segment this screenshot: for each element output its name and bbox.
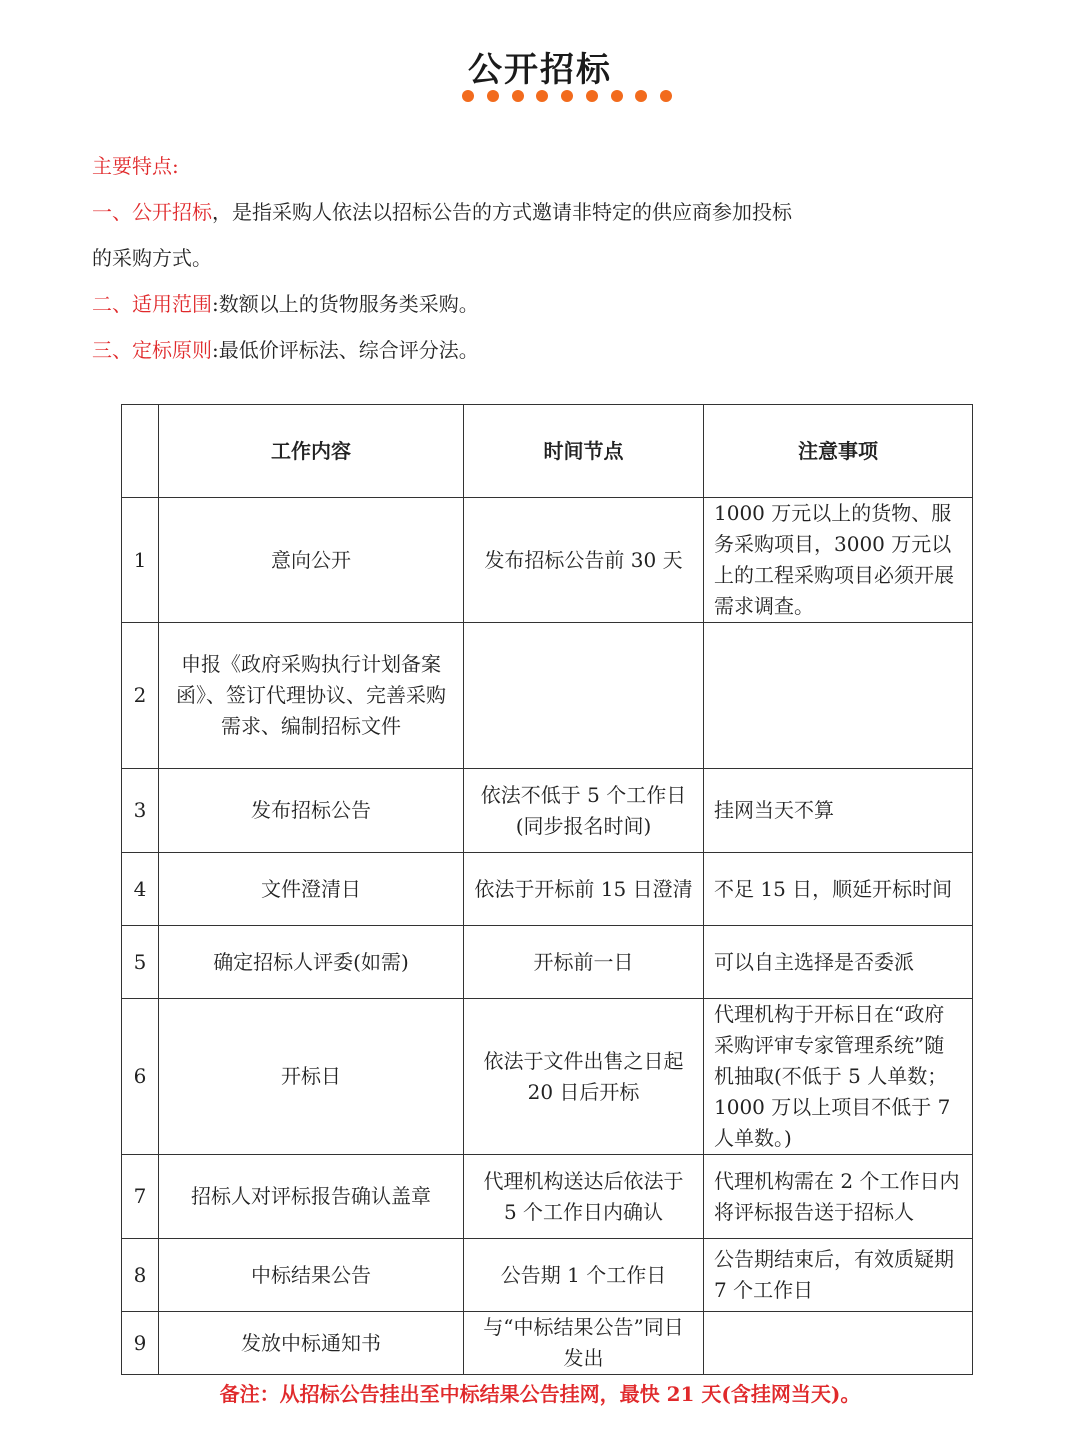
row-time-cont: (同步报名时间) [515, 813, 652, 838]
row-time [464, 623, 704, 769]
features-heading: 主要特点: [92, 154, 179, 178]
row-content: 意向公开 [159, 498, 464, 623]
row-time: 代理机构送达后依法于 5 个工作日内确认 [464, 1155, 704, 1239]
row-time: 依法于开标前 15 日澄清 [464, 853, 704, 926]
row-content: 发放中标通知书 [159, 1312, 464, 1375]
procurement-table [121, 404, 973, 1375]
row-content-text: 申报《政府采购执行计划备案函》、签订代理协议、完善采购 [176, 652, 446, 707]
row-content-cont: 需求、编制招标文件 [221, 714, 401, 738]
row-number: 7 [122, 1155, 159, 1239]
table-row [122, 1312, 973, 1375]
row-content: 中标结果公告 [159, 1239, 464, 1312]
features-section [92, 150, 992, 380]
row-content [159, 623, 464, 769]
row-number: 9 [122, 1312, 159, 1375]
table-row [122, 498, 973, 623]
row-notes: 挂网当天不算 [704, 769, 973, 853]
dot [462, 90, 474, 102]
row-number: 8 [122, 1239, 159, 1312]
row-number: 3 [122, 769, 159, 853]
dot [586, 90, 598, 102]
row-notes: 公告期结束后，有效质疑期 7 个工作日 [704, 1239, 973, 1312]
row-number: 1 [122, 498, 159, 623]
row-number: 4 [122, 853, 159, 926]
dot [561, 90, 573, 102]
row-notes: 1000 万元以上的货物、服务采购项目，3000 万元以上的工程采购项目必须开展需求调查。 [704, 498, 973, 623]
table-row [122, 623, 973, 769]
row-content: 文件澄清日 [159, 853, 464, 926]
feature-item-3 [92, 334, 992, 380]
feature-item-2 [92, 288, 992, 334]
header-time: 时间节点 [464, 405, 704, 498]
row-notes [704, 1312, 973, 1375]
page-title: 公开招标 [468, 50, 612, 90]
row-notes: 代理机构需在 2 个工作日内将评标报告送于招标人 [704, 1155, 973, 1239]
row-number: 2 [122, 623, 159, 769]
row-notes [704, 623, 973, 769]
row-notes: 可以自主选择是否委派 [704, 926, 973, 999]
table-row [122, 1239, 973, 1312]
dot [487, 90, 499, 102]
row-content: 开标日 [159, 999, 464, 1155]
dot [536, 90, 548, 102]
feature-label: 一、公开招标 [92, 200, 212, 224]
row-notes: 不足 15 日，顺延开标时间 [704, 853, 973, 926]
row-content: 招标人对评标报告确认盖章 [159, 1155, 464, 1239]
table-row [122, 853, 973, 926]
row-time: 发布招标公告前 30 天 [464, 498, 704, 623]
dot [660, 90, 672, 102]
row-notes: 代理机构于开标日在“政府采购评审专家管理系统”随机抽取(不低于 5 人单数；1000 万以上项目不低于 7 人单数。) [704, 999, 973, 1155]
table-row [122, 1155, 973, 1239]
row-number: 6 [122, 999, 159, 1155]
feature-label: 三、定标原则 [92, 338, 212, 362]
row-time: 开标前一日 [464, 926, 704, 999]
table-row [122, 999, 973, 1155]
feature-text: :数额以上的货物服务类采购。 [212, 292, 479, 316]
row-content: 确定招标人评委(如需) [159, 926, 464, 999]
feature-item-1-cont: 的采购方式。 [92, 246, 212, 270]
dot [512, 90, 524, 102]
row-time: 依法于文件出售之日起 20 日后开标 [464, 999, 704, 1155]
feature-item-1 [92, 196, 992, 242]
table-row [122, 769, 973, 853]
dot [611, 90, 623, 102]
feature-text: :最低价评标法、综合评分法。 [212, 338, 479, 362]
footnote: 备注：从招标公告挂出至中标结果公告挂网，最快 21 天(含挂网当天)。 [219, 1382, 861, 1406]
row-content: 发布招标公告 [159, 769, 464, 853]
header-content: 工作内容 [159, 405, 464, 498]
header-notes: 注意事项 [704, 405, 973, 498]
row-time: 公告期 1 个工作日 [464, 1239, 704, 1312]
header-index [122, 405, 159, 498]
table-row [122, 926, 973, 999]
row-time: 与“中标结果公告”同日发出 [464, 1312, 704, 1375]
feature-label: 二、适用范围 [92, 292, 212, 316]
row-time [464, 769, 704, 853]
table-header-row [122, 405, 973, 498]
dot [635, 90, 647, 102]
feature-text: ，是指采购人依法以招标公告的方式邀请非特定的供应商参加投标 [212, 200, 792, 224]
row-time-text: 依法不低于 5 个工作日 [480, 782, 687, 807]
decorative-dots [462, 90, 672, 104]
row-number: 5 [122, 926, 159, 999]
